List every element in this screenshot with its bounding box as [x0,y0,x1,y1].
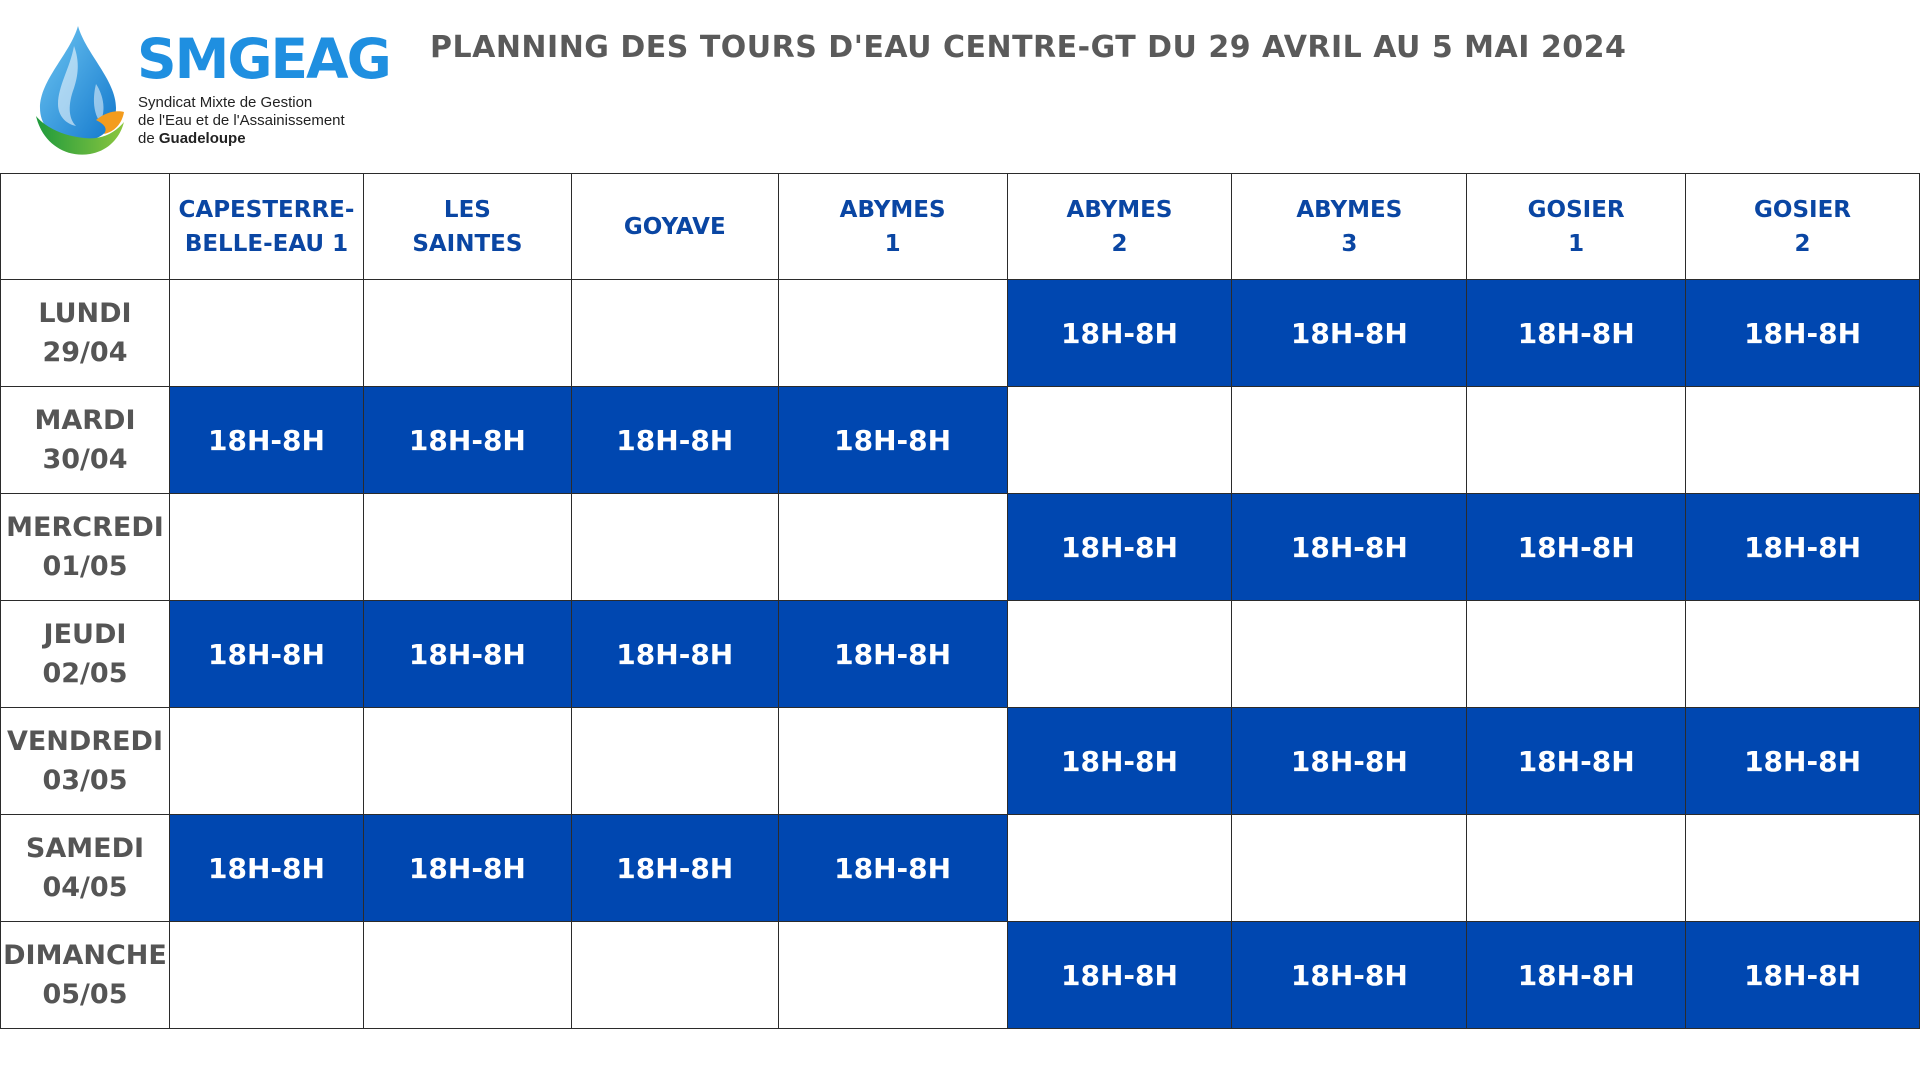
day-header [1,494,170,601]
schedule-slot: 18H-8H [363,387,571,494]
table-row [1,708,1920,815]
empty-slot [1232,601,1467,708]
empty-slot [1007,387,1232,494]
column-header-line: ABYMES [1296,196,1403,223]
column-header-line: GOYAVE [623,213,726,240]
column-header-line: CAPESTERRE- [178,196,355,223]
empty-slot [1467,601,1686,708]
page-title: PLANNING DES TOURS D'EAU CENTRE-GT DU 29 AVRIL AU 5 MAI 2024 [430,30,1627,65]
planning-table [0,173,1920,1029]
empty-slot [1232,387,1467,494]
column-header-line: BELLE-EAU 1 [184,230,349,257]
schedule-slot: 18H-8H [169,815,363,922]
schedule-slot: 18H-8H [778,387,1007,494]
column-header-line: GOSIER [1754,196,1852,223]
column-header-line: ABYMES [839,196,946,223]
table-row [1,601,1920,708]
schedule-slot: 18H-8H [1467,922,1686,1029]
empty-slot [363,708,571,815]
day-date: 02/05 [42,658,128,689]
day-header [1,815,170,922]
empty-slot [571,922,778,1029]
empty-slot [169,280,363,387]
header-row [1,174,1920,280]
schedule-slot: 18H-8H [571,387,778,494]
day-name: SAMEDI [25,833,145,864]
column-header-line: 2 [1794,230,1811,257]
empty-slot [778,922,1007,1029]
schedule-slot: 18H-8H [1467,280,1686,387]
column-header [571,174,778,280]
column-header [1686,174,1920,280]
column-header [1007,174,1232,280]
logo-subtitle-region: Guadeloupe [158,130,246,147]
column-header [363,174,571,280]
schedule-slot: 18H-8H [1007,708,1232,815]
table-row [1,494,1920,601]
column-header [1467,174,1686,280]
schedule-slot: 18H-8H [1686,280,1920,387]
day-header [1,601,170,708]
empty-slot [363,280,571,387]
column-header-line: GOSIER [1527,196,1625,223]
day-date: 01/05 [42,551,128,582]
day-date: 04/05 [42,872,128,903]
schedule-slot: 18H-8H [1686,922,1920,1029]
schedule-slot: 18H-8H [1467,494,1686,601]
empty-slot [571,280,778,387]
empty-slot [1686,601,1920,708]
schedule-slot: 18H-8H [363,601,571,708]
schedule-slot: 18H-8H [1686,494,1920,601]
empty-slot [571,494,778,601]
empty-slot [1007,601,1232,708]
column-header [1232,174,1467,280]
empty-slot [363,922,571,1029]
schedule-slot: 18H-8H [1007,280,1232,387]
day-name: DIMANCHE [3,940,167,971]
logo-subtitle [138,94,378,148]
empty-slot [1467,815,1686,922]
empty-slot [571,708,778,815]
empty-slot [778,708,1007,815]
empty-slot [778,494,1007,601]
schedule-slot: 18H-8H [571,815,778,922]
planning-body [1,280,1920,1029]
empty-slot [1007,815,1232,922]
logo-subtitle-line: Syndicat Mixte de Gestion [138,94,313,111]
schedule-slot: 18H-8H [169,601,363,708]
empty-slot [363,494,571,601]
day-name: MARDI [34,405,136,436]
water-drop-icon [34,24,126,158]
corner-cell [1,174,170,280]
schedule-slot: 18H-8H [778,601,1007,708]
empty-slot [1232,815,1467,922]
schedule-slot: 18H-8H [571,601,778,708]
empty-slot [778,280,1007,387]
table-row [1,815,1920,922]
column-header-line: LES [443,196,491,223]
empty-slot [1686,815,1920,922]
day-date: 30/04 [42,444,128,475]
column-header [169,174,363,280]
column-header-line: 3 [1341,230,1358,257]
table-row [1,922,1920,1029]
column-header-line: 1 [1568,230,1585,257]
day-header [1,280,170,387]
schedule-slot: 18H-8H [1686,708,1920,815]
day-header [1,387,170,494]
logo-subtitle-line [138,130,378,148]
empty-slot [169,922,363,1029]
day-header [1,708,170,815]
table-row [1,280,1920,387]
column-header-line: SAINTES [412,230,523,257]
column-header-line: ABYMES [1066,196,1173,223]
column-header-line: 2 [1111,230,1128,257]
day-header [1,922,170,1029]
smgeag-logo [34,24,390,160]
logo-wordmark: SMGEAG [137,27,390,91]
schedule-slot: 18H-8H [1232,494,1467,601]
schedule-slot: 18H-8H [1007,494,1232,601]
schedule-slot: 18H-8H [1232,708,1467,815]
day-date: 05/05 [42,979,128,1010]
empty-slot [169,494,363,601]
schedule-slot: 18H-8H [1232,922,1467,1029]
day-name: VENDREDI [6,726,164,757]
day-name: LUNDI [38,298,132,329]
day-date: 29/04 [42,337,128,368]
schedule-slot: 18H-8H [1467,708,1686,815]
day-name: MERCREDI [6,512,164,543]
column-header [778,174,1007,280]
table-row [1,387,1920,494]
schedule-slot: 18H-8H [778,815,1007,922]
empty-slot [1686,387,1920,494]
schedule-slot: 18H-8H [1007,922,1232,1029]
day-name: JEUDI [43,619,127,650]
day-date: 03/05 [42,765,128,796]
empty-slot [1467,387,1686,494]
logo-subtitle-prefix: de [138,130,159,147]
empty-slot [169,708,363,815]
column-header-line: 1 [884,230,901,257]
schedule-slot: 18H-8H [169,387,363,494]
schedule-slot: 18H-8H [1232,280,1467,387]
schedule-slot: 18H-8H [363,815,571,922]
logo-subtitle-line: de l'Eau et de l'Assainissement [138,112,345,129]
